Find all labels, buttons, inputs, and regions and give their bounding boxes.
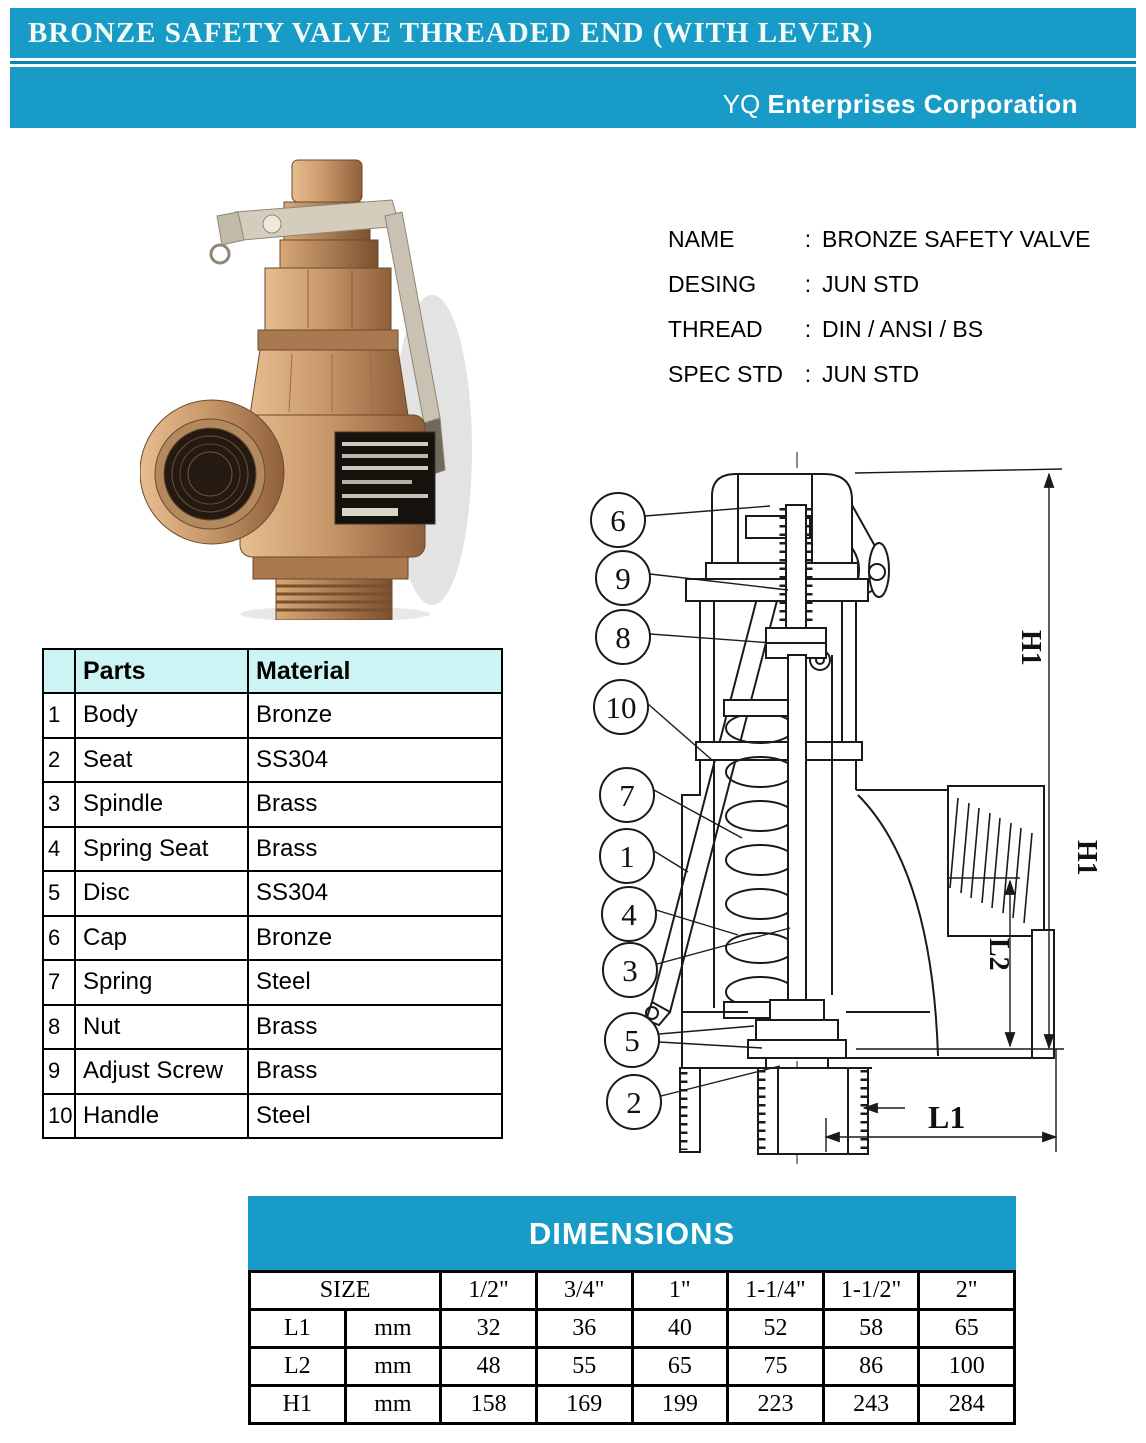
spec-value: JUN STD <box>822 271 920 297</box>
part-num: 1 <box>43 693 75 738</box>
disc-outline <box>756 1020 838 1040</box>
dim-value: 199 <box>632 1386 728 1424</box>
callout-6: 6 <box>610 503 626 538</box>
callout-2: 2 <box>626 1085 642 1120</box>
part-name: Spindle <box>75 782 248 827</box>
size-label: SIZE <box>250 1272 441 1310</box>
parts-header-part: Parts <box>75 649 248 693</box>
spec-row-name <box>668 226 1090 252</box>
spec-row-specstd <box>668 361 1090 387</box>
dimensions-table <box>248 1270 1016 1425</box>
dim-value: 223 <box>728 1386 824 1424</box>
dim-value: 58 <box>823 1310 919 1348</box>
dim-unit: mm <box>345 1310 441 1348</box>
part-num: 4 <box>43 827 75 872</box>
spec-row-desing <box>668 271 1090 297</box>
dim-unit: mm <box>345 1386 441 1424</box>
table-row <box>43 871 502 916</box>
dim-label: L2 <box>250 1348 346 1386</box>
part-material: Brass <box>248 827 502 872</box>
size-col: 1/2" <box>441 1272 537 1310</box>
part-name: Spring <box>75 960 248 1005</box>
parts-header-row <box>43 649 502 693</box>
size-row <box>250 1272 1015 1310</box>
spec-colon: : <box>804 316 812 342</box>
callout-3: 3 <box>622 953 638 988</box>
dim-value: 243 <box>823 1386 919 1424</box>
lock-nut <box>766 628 826 658</box>
part-material: Brass <box>248 1049 502 1094</box>
part-num: 2 <box>43 738 75 783</box>
dim-value: 55 <box>536 1348 632 1386</box>
table-row <box>43 916 502 961</box>
table-row <box>43 960 502 1005</box>
male-thread <box>680 1068 872 1154</box>
part-material: Brass <box>248 1005 502 1050</box>
callout-9: 9 <box>615 561 631 596</box>
table-row <box>43 1005 502 1050</box>
company-name <box>723 89 1078 120</box>
dim-value: 100 <box>919 1348 1015 1386</box>
parts-header-material: Material <box>248 649 502 693</box>
part-material: Steel <box>248 1094 502 1139</box>
spec-value: JUN STD <box>822 361 920 387</box>
title-band <box>10 8 1136 58</box>
dim-value: 65 <box>632 1348 728 1386</box>
table-row <box>43 827 502 872</box>
part-num: 8 <box>43 1005 75 1050</box>
part-name: Cap <box>75 916 248 961</box>
dim-value: 169 <box>536 1386 632 1424</box>
size-col: 2" <box>919 1272 1015 1310</box>
dim-l2: L2 <box>983 938 1014 971</box>
dim-value: 48 <box>441 1348 537 1386</box>
seat-outline <box>748 1040 846 1058</box>
dim-value: 284 <box>919 1386 1015 1424</box>
callout-7: 7 <box>619 778 635 813</box>
spec-label: THREAD <box>668 316 763 342</box>
callout-8: 8 <box>615 620 631 655</box>
dim-label: H1 <box>250 1386 346 1424</box>
photo-hex <box>265 268 391 330</box>
photo-nameplate <box>335 432 435 524</box>
spec-list <box>668 226 1090 406</box>
table-row <box>43 738 502 783</box>
header-rule <box>10 61 1136 64</box>
dim-value: 65 <box>919 1310 1015 1348</box>
spec-row-thread <box>668 316 1090 342</box>
dimensions-section <box>248 1196 1016 1425</box>
spec-colon: : <box>804 361 812 387</box>
parts-header-num <box>43 649 75 693</box>
spindle-outline <box>788 655 806 1020</box>
size-col: 1" <box>632 1272 728 1310</box>
table-row <box>43 1094 502 1139</box>
dim-value: 32 <box>441 1310 537 1348</box>
part-material: SS304 <box>248 738 502 783</box>
photo-thread <box>276 579 392 620</box>
part-material: Steel <box>248 960 502 1005</box>
callout-1: 1 <box>619 839 635 874</box>
dim-value: 86 <box>823 1348 919 1386</box>
lever-outline <box>646 556 786 1025</box>
spec-label: SPEC STD <box>668 361 784 387</box>
dim-value: 75 <box>728 1348 824 1386</box>
size-col: 3/4" <box>536 1272 632 1310</box>
part-num: 3 <box>43 782 75 827</box>
dim-value: 52 <box>728 1310 824 1348</box>
spec-colon: : <box>804 271 812 297</box>
photo-outlet <box>140 400 284 544</box>
part-material: SS304 <box>248 871 502 916</box>
dim-value: 36 <box>536 1310 632 1348</box>
dim-row-l2 <box>250 1348 1015 1386</box>
spec-label: DESING <box>668 271 757 297</box>
part-name: Spring Seat <box>75 827 248 872</box>
company-name-prefix: YQ <box>722 89 761 119</box>
company-name-main: Enterprises Corporation <box>767 89 1078 119</box>
dim-value: 158 <box>441 1386 537 1424</box>
parts-table <box>42 648 503 1139</box>
dim-unit: mm <box>345 1348 441 1386</box>
product-photo <box>140 150 475 620</box>
part-num: 7 <box>43 960 75 1005</box>
spring-seat-top <box>724 700 796 716</box>
part-material: Bronze <box>248 916 502 961</box>
part-name: Body <box>75 693 248 738</box>
part-name: Seat <box>75 738 248 783</box>
part-name: Nut <box>75 1005 248 1050</box>
photo-cap <box>292 160 362 202</box>
part-name: Handle <box>75 1094 248 1139</box>
part-material: Bronze <box>248 693 502 738</box>
callout-5: 5 <box>624 1023 640 1058</box>
spec-value: BRONZE SAFETY VALVE <box>822 226 1091 252</box>
spec-colon: : <box>804 226 812 252</box>
size-col: 1-1/4" <box>728 1272 824 1310</box>
dim-label: L1 <box>250 1310 346 1348</box>
callout-10: 10 <box>605 690 637 725</box>
dim-h1-lower: H1 <box>1071 840 1102 876</box>
page-title: BRONZE SAFETY VALVE THREADED END (WITH LEVER) <box>28 17 874 49</box>
spec-label: NAME <box>668 226 735 252</box>
part-num: 9 <box>43 1049 75 1094</box>
part-name: Disc <box>75 871 248 916</box>
company-band <box>10 67 1136 128</box>
spec-value: DIN / ANSI / BS <box>822 316 984 342</box>
callout-4: 4 <box>621 897 637 932</box>
part-num: 6 <box>43 916 75 961</box>
part-num: 10 <box>43 1094 75 1139</box>
dim-l1: L1 <box>928 1099 966 1135</box>
dim-value: 40 <box>632 1310 728 1348</box>
dimensions-title: DIMENSIONS <box>248 1196 1016 1270</box>
part-name: Adjust Screw <box>75 1049 248 1094</box>
part-material: Brass <box>248 782 502 827</box>
dim-row-h1 <box>250 1386 1015 1424</box>
valve-section-drawing <box>560 440 1146 1180</box>
dim-h1-upper: H1 <box>1015 630 1046 666</box>
size-col: 1-1/2" <box>823 1272 919 1310</box>
table-row <box>43 693 502 738</box>
dim-row-l1 <box>250 1310 1015 1348</box>
table-row <box>43 782 502 827</box>
table-row <box>43 1049 502 1094</box>
part-num: 5 <box>43 871 75 916</box>
